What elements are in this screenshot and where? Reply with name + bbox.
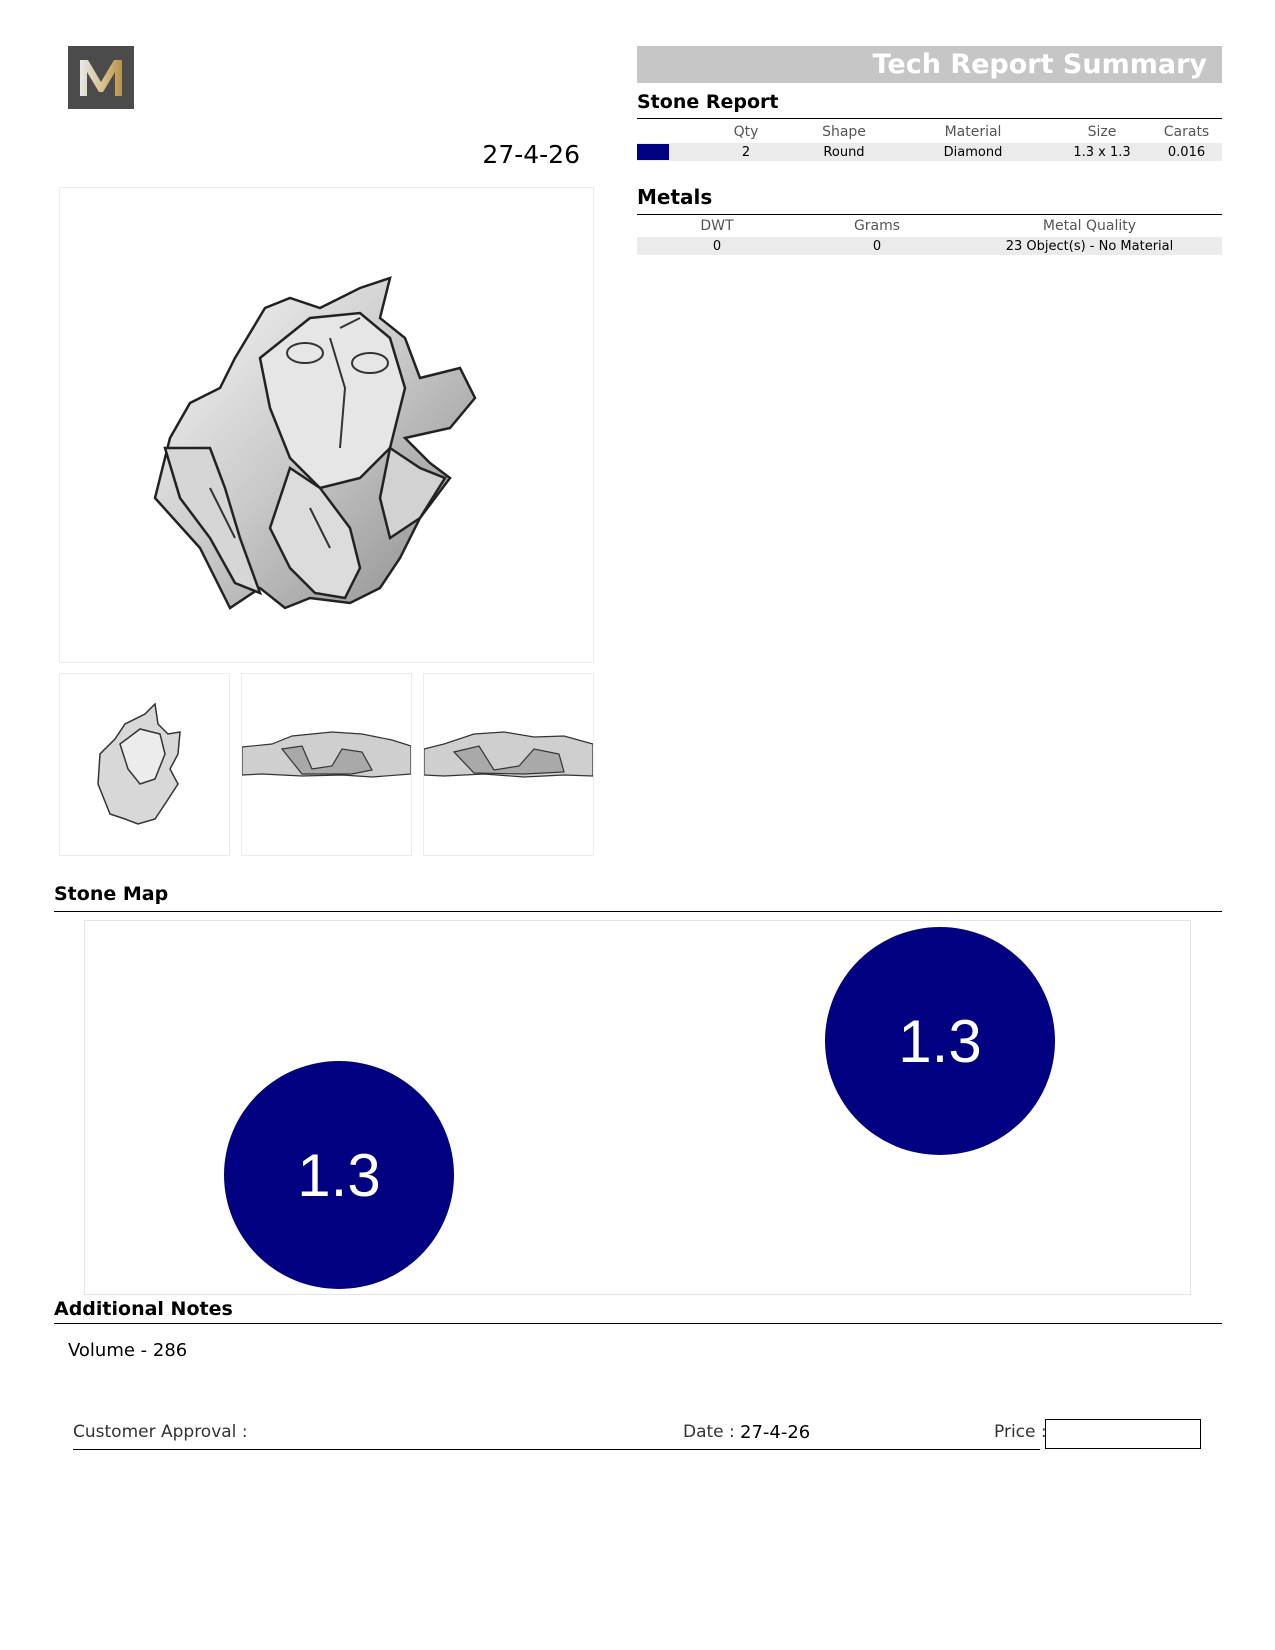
customer-approval-label: Customer Approval : xyxy=(73,1422,248,1442)
price-field[interactable] xyxy=(1045,1419,1201,1449)
column-header: Metal Quality xyxy=(1042,218,1137,234)
stone-report-heading: Stone Report xyxy=(637,91,1222,119)
report-date: 27-4-26 xyxy=(482,140,580,169)
metal-grams: 0 xyxy=(797,237,957,255)
pendant-thumbnail-side-2[interactable] xyxy=(423,673,594,856)
company-logo xyxy=(68,46,134,109)
notes-text: Volume - 286 xyxy=(68,1340,188,1361)
stone-shape: Round xyxy=(795,143,893,161)
stone-color-swatch xyxy=(637,143,697,161)
stone-material: Diamond xyxy=(893,143,1053,161)
report-title: Tech Report Summary xyxy=(872,49,1207,80)
column-header: Shape xyxy=(822,124,866,140)
metals-table xyxy=(637,215,1222,255)
metals-header-row xyxy=(637,215,1222,237)
stone-map-heading: Stone Map xyxy=(54,883,1222,912)
pendant-thumbnail-front[interactable] xyxy=(59,673,230,856)
column-header: Carats xyxy=(1163,124,1210,140)
table-row xyxy=(637,237,1222,255)
report-title-bar xyxy=(637,46,1222,83)
price-label: Price : xyxy=(994,1422,1047,1442)
stone-map-canvas xyxy=(84,920,1191,1295)
column-header: DWT xyxy=(700,218,734,234)
table-row xyxy=(637,143,1222,161)
pendant-main-render xyxy=(59,187,594,663)
swatch-header xyxy=(637,121,697,143)
stone-qty: 2 xyxy=(697,143,795,161)
stone-size: 1.3 x 1.3 xyxy=(1053,143,1151,161)
stone-size-label: 1.3 xyxy=(297,1141,381,1209)
color-swatch xyxy=(637,144,669,160)
column-header: Material xyxy=(944,124,1002,140)
metals-heading: Metals xyxy=(637,185,1222,215)
stone-marker[interactable] xyxy=(224,1061,454,1289)
column-header: Grams xyxy=(853,218,901,234)
signature-line xyxy=(73,1449,1040,1450)
stone-marker[interactable] xyxy=(825,927,1055,1155)
column-header: Size xyxy=(1087,124,1117,140)
date-label: Date : xyxy=(683,1422,735,1442)
date-value: 27-4-26 xyxy=(740,1422,811,1443)
stone-report-table xyxy=(637,121,1222,161)
additional-notes-heading: Additional Notes xyxy=(54,1298,1222,1324)
stone-report-header-row xyxy=(637,121,1222,143)
pendant-thumbnail-side[interactable] xyxy=(241,673,412,856)
metal-quality: 23 Object(s) - No Material xyxy=(957,237,1222,255)
stone-carats: 0.016 xyxy=(1151,143,1222,161)
stone-size-label: 1.3 xyxy=(898,1007,982,1075)
column-header: Qty xyxy=(733,124,759,140)
metal-dwt: 0 xyxy=(637,237,797,255)
